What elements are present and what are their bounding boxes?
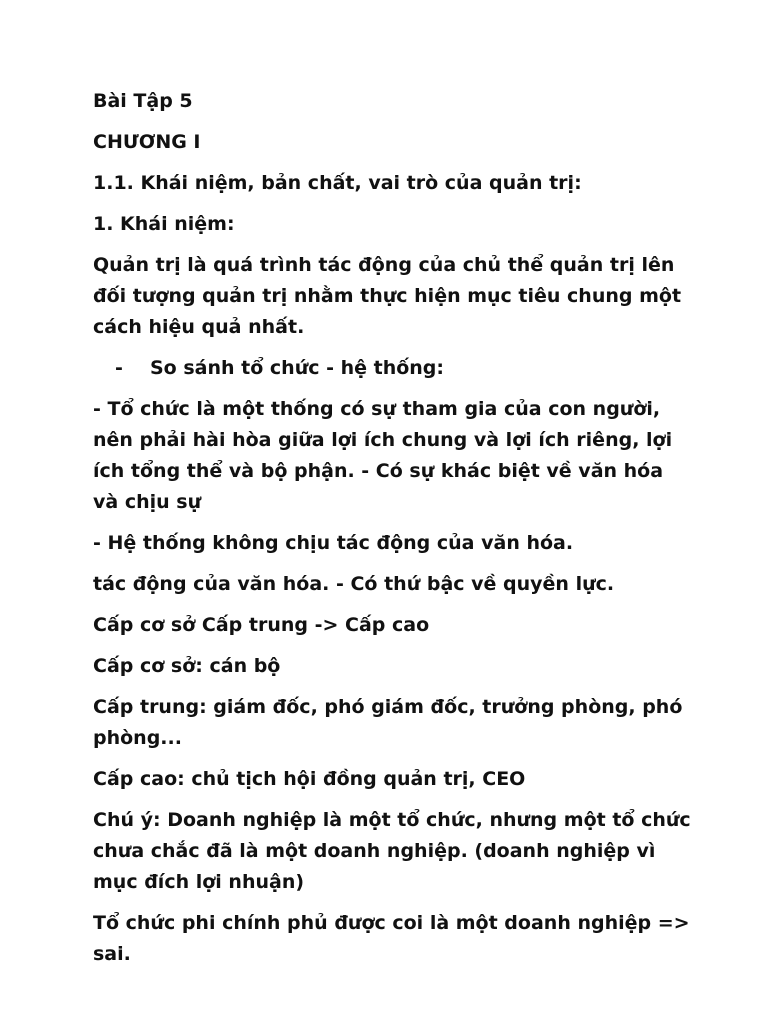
paragraph-culture-hierarchy: tác động của văn hóa. - Có thứ bậc về quyền lực. [93, 573, 615, 595]
document-body [93, 86, 693, 980]
paragraph-levels: Cấp cơ sở Cấp trung -> Cấp cao [93, 614, 430, 636]
chapter-heading: CHƯƠNG I [93, 131, 201, 153]
paragraph-top-level: Cấp cao: chủ tịch hội đồng quản trị, CEO [93, 768, 526, 790]
document-title: Bài Tập 5 [93, 90, 193, 112]
bullet-item [93, 353, 693, 384]
paragraph-middle-level: Cấp trung: giám đốc, phó giám đốc, trưởng phòng, phó phòng... [93, 696, 683, 749]
paragraph-system-culture: - Hệ thống không chịu tác động của văn hóa. [93, 532, 574, 554]
paragraph-organization-comparison: - Tổ chức là một thống có sự tham gia của con người, nên phải hài hòa giữa lợi ích chung và lợi ích riêng, lợi ích tổng thể và bộ phận. - Có sự khác biệt về văn hóa và chịu sự [93, 398, 673, 513]
paragraph-base-level: Cấp cơ sở: cán bộ [93, 655, 281, 677]
bullet-text: So sánh tổ chức - hệ thống: [150, 357, 445, 379]
section-heading: 1.1. Khái niệm, bản chất, vai trò của quản trị: [93, 172, 582, 194]
paragraph-note: Chú ý: Doanh nghiệp là một tổ chức, nhưng một tổ chức chưa chắc đã là một doanh nghiệp. (doanh nghiệp vì mục đích lợi nhuận) [93, 809, 691, 893]
bullet-marker: - [115, 357, 123, 379]
subsection-heading: 1. Khái niệm: [93, 213, 235, 235]
paragraph-ngo-statement: Tổ chức phi chính phủ được coi là một doanh nghiệp => sai. [93, 912, 690, 965]
definition-paragraph: Quản trị là quá trình tác động của chủ thể quản trị lên đối tượng quản trị nhằm thực hiện mục tiêu chung một cách hiệu quả nhất. [93, 254, 682, 338]
